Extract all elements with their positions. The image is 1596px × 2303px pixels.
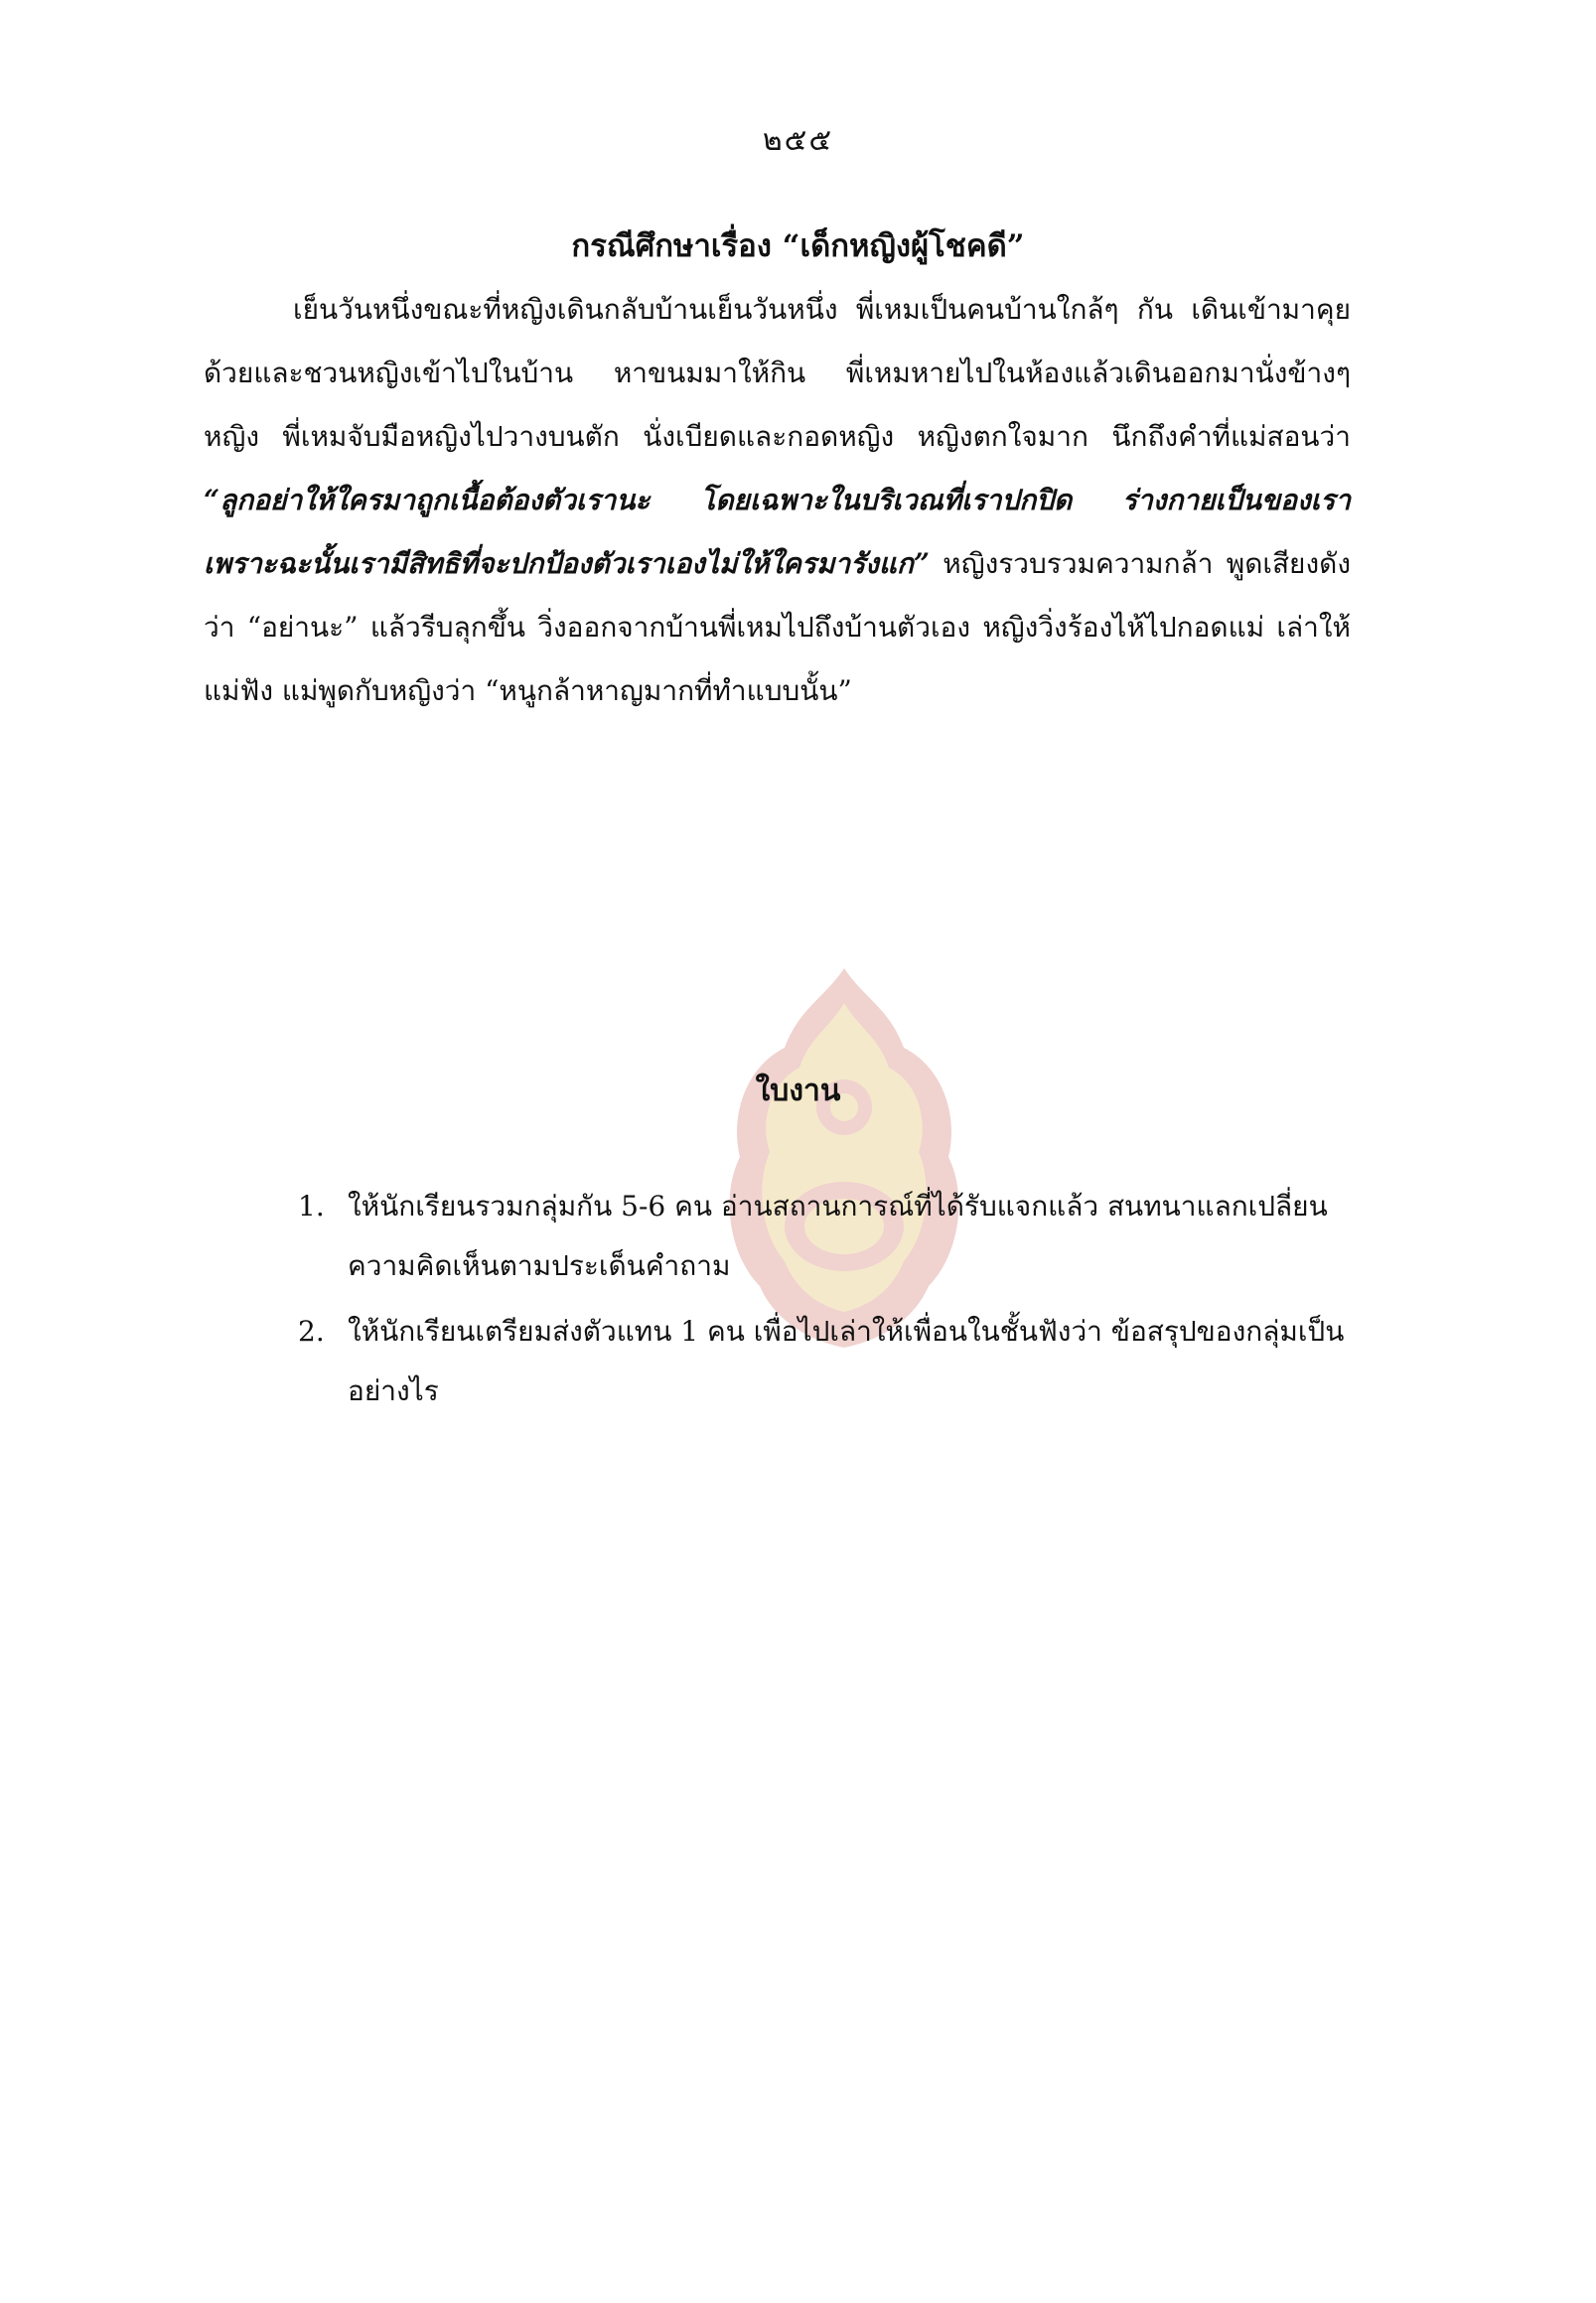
worksheet-title: ใบงาน xyxy=(755,1074,841,1108)
case-study-title: กรณีศึกษาเรื่อง “เด็กหญิงผู้โชคดี” xyxy=(571,228,1025,264)
mother-quote: “ลูกอย่าให้ใครมาถูกเนื้อต้องตัวเรานะ โดยเฉพาะในบริเวณที่เราปกปิด ร่างกายเป็นของเรา เพราะฉะนั้นเรามีสิทธิที่จะปกป้องตัวเราเองไม่ให้ใครมารังแก” xyxy=(204,484,1351,580)
list-item-number: 1. xyxy=(298,1190,325,1223)
list-item-text: ให้นักเรียนรวมกลุ่มกัน 5-6 คน อ่านสถานการณ์ที่ได้รับแจกแล้ว สนทนาแลกเปลี่ยนความคิดเห็นตามประเด็นคำถาม xyxy=(348,1190,1328,1282)
list-item xyxy=(298,1177,1356,1296)
case-study-text-1: เย็นวันหนึ่งขณะที่หญิงเดินกลับบ้านเย็นวันหนึ่ง พี่เหมเป็นคนบ้านใกล้ๆ กัน เดินเข้ามาคุยด้วยและชวนหญิงเข้าไปในบ้าน หาขนมมาให้กิน พี่เหมหายไปในห้องแล้วเดินออกมานั่งข้างๆ หญิง พี่เหมจับมือหญิงไปวางบนตัก นั่งเบียดและกอดหญิง หญิงตกใจมาก นึกถึงคำที่แม่สอนว่า xyxy=(204,293,1351,453)
list-item xyxy=(298,1302,1356,1421)
list-item-number: 2. xyxy=(298,1315,325,1348)
page-number: ๒๕๕ xyxy=(762,123,834,158)
case-study-text-2: หญิงรวบรวมความกล้า พูดเสียงดังว่า “อย่านะ” แล้วรีบลุกขึ้น วิ่งออกจากบ้านพี่เหมไปถึงบ้านตัวเอง หญิงวิ่งร้องไห้ไปกอดแม่ เล่าให้แม่ฟัง แม่พูดกับหญิงว่า “หนูกล้าหาญมากที่ทำแบบนั้น” xyxy=(204,547,1351,707)
case-study-paragraph xyxy=(204,278,1351,723)
worksheet-instructions xyxy=(298,1177,1356,1427)
list-item-text: ให้นักเรียนเตรียมส่งตัวแทน 1 คน เพื่อไปเล่าให้เพื่อนในชั้นฟังว่า ข้อสรุปของกลุ่มเป็นอย่างไร xyxy=(348,1315,1345,1407)
